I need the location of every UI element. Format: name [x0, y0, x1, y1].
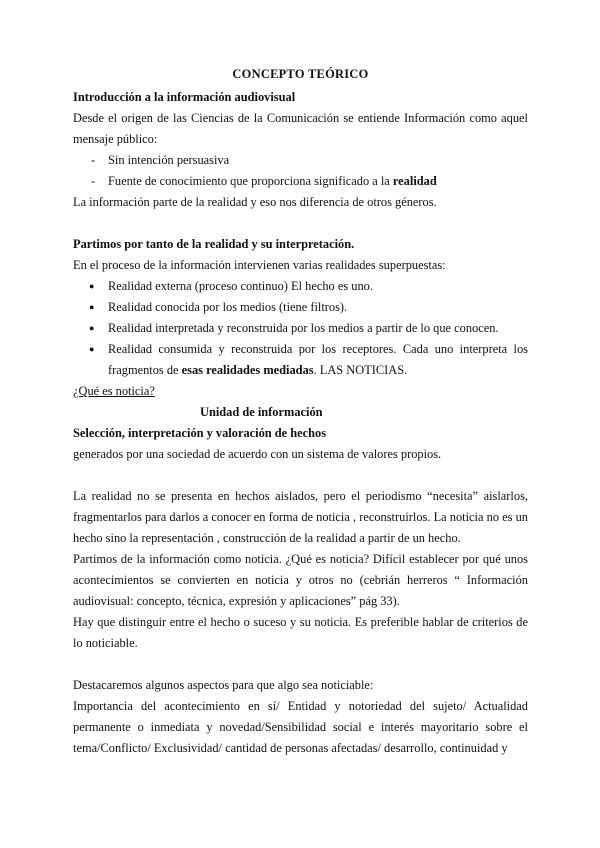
- question-link: ¿Qué es noticia?: [73, 384, 155, 398]
- document-title: CONCEPTO TEÓRICO: [232, 67, 369, 81]
- bold-phrase: esas realidades mediadas: [181, 363, 314, 377]
- section-heading-reality: Partimos por tanto de la realidad y su interpretación.: [73, 237, 355, 251]
- section-heading-intro: Introducción a la información audiovisual: [73, 90, 296, 104]
- spacer: [73, 213, 528, 234]
- list-item: ● Realidad interpretada y reconstruida por los medios a partir de lo que conocen.: [73, 318, 528, 339]
- paragraph-noticia: Partimos de la información como noticia. ¿Qué es noticia? Difícil establecer por qué unos acontecimientos se convierten en noticia y otros no (cebrián herreros “ Información audiovisual: concepto, técnica, expresión y aplicaciones” pág 33).: [73, 552, 528, 608]
- list-item: ● Realidad externa (proceso continuo) El hecho es uno.: [73, 276, 528, 297]
- paragraph-distinguir: Hay que distinguir entre el hecho o suceso y su noticia. Es preferible hablar de criterios de lo noticiable.: [73, 615, 528, 650]
- seleccion-line: generados por una sociedad de acuerdo con un sistema de valores propios.: [73, 447, 442, 461]
- closing-paragraph: La información parte de la realidad y eso nos diferencia de otros géneros.: [73, 195, 437, 209]
- bold-word: realidad: [392, 174, 437, 188]
- list-item: - Sin intención persuasiva: [73, 150, 528, 171]
- list-item: - Fuente de conocimiento que proporciona significado a la realidad: [73, 171, 528, 192]
- subheading-unidad: Unidad de información: [200, 405, 323, 419]
- section-heading-seleccion: Selección, interpretación y valoración de hechos: [73, 426, 327, 440]
- list-item: ● Realidad consumida y reconstruida por los receptores. Cada uno interpreta los fragmentos de esas realidades mediadas. LAS NOTICIAS.: [73, 339, 528, 381]
- document-page: [73, 64, 528, 759]
- intro-paragraph: Desde el origen de las Ciencias de la Comunicación se entiende Información como aquel mensaje público:: [73, 111, 528, 146]
- dash-list: [73, 150, 528, 192]
- reality-intro: En el proceso de la información intervienen varias realidades superpuestas:: [73, 258, 446, 272]
- spacer: [73, 465, 528, 486]
- paragraph-realidad: La realidad no se presenta en hechos aislados, pero el periodismo “necesita” aislarlos, fragmentarlos para darlos a conocer en forma de noticia , reconstruirlos. La noticia no es un hecho sino la representación , construcción de la realidad a partir de un hecho.: [73, 489, 528, 545]
- paragraph-destacaremos: Destacaremos algunos aspectos para que algo sea noticiable:: [73, 678, 374, 692]
- spacer: [73, 654, 528, 675]
- list-item: ● Realidad conocida por los medios (tiene filtros).: [73, 297, 528, 318]
- bullet-list: [73, 276, 528, 381]
- paragraph-criterios: Importancia del acontecimiento en sí/ Entidad y notoriedad del sujeto/ Actualidad permanente o inmediata y novedad/Sensibilidad social e interés mayoritario sobre el tema/Conflicto/ Exclusividad/ cantidad de personas afectadas/ desarrollo, continuidad y: [73, 699, 528, 755]
